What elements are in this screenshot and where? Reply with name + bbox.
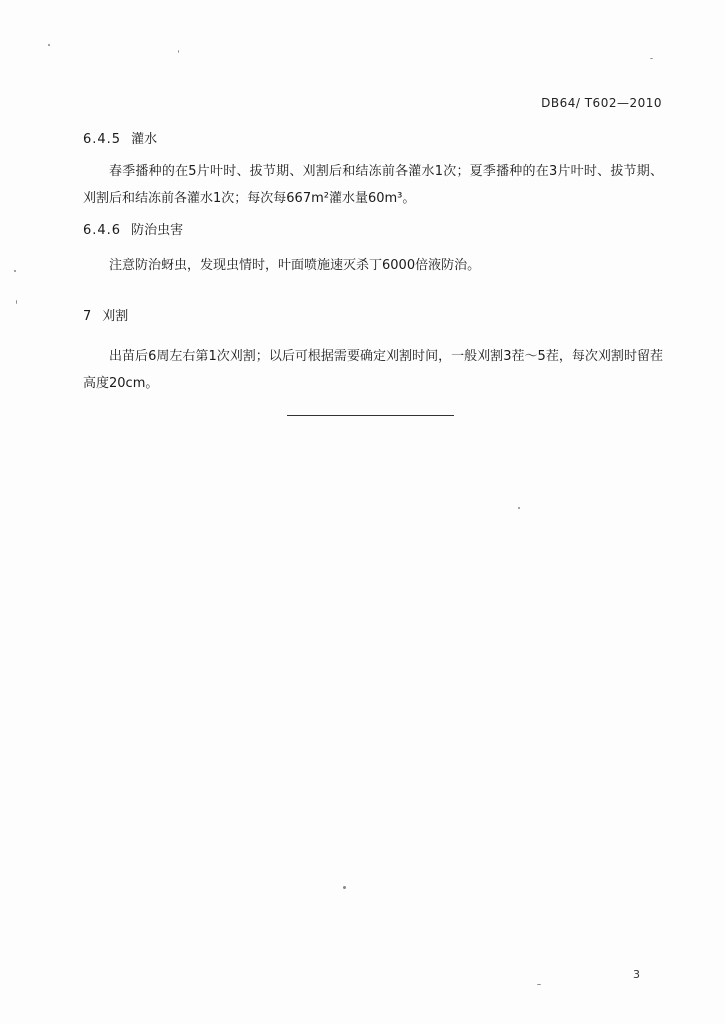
scan-speck: [48, 44, 50, 46]
section-body-pest-control: 注意防治蚜虫，发现虫情时，叶面喷施速灭杀丁6000倍液防治。: [109, 258, 481, 273]
section-title: 刈割: [102, 309, 129, 324]
section-heading-6-4-5: [83, 128, 157, 147]
section-title: 灌水: [131, 132, 158, 147]
section-number: 6.4.6: [83, 223, 122, 238]
scan-speck: [178, 50, 179, 53]
section-heading-7: [83, 305, 128, 324]
section-body-irrigation: 春季播种的在5片叶时、拔节期、刈割后和结冻前各灌水1次；夏季播种的在3片叶时、拔节期、刈割后和结冻前各灌水1次；每次每667m²灌水量60m³。: [83, 164, 663, 206]
section-number: 6.4.5: [83, 132, 122, 147]
scan-speck: [16, 300, 17, 304]
section-body-mowing: 出苗后6周左右第1次刈割；以后可根据需要确定刈割时间，一般刈割3茬～5茬，每次刈割时留茬高度20cm。: [83, 349, 663, 391]
section-number: 7: [83, 309, 93, 324]
standard-code: DB64/ T602—2010: [541, 96, 662, 110]
scan-speck: [343, 886, 346, 889]
page-number: 3: [633, 968, 640, 981]
section-heading-6-4-6: [83, 219, 183, 238]
section-title: 防治虫害: [131, 223, 184, 238]
scan-speck: [14, 270, 16, 272]
end-rule: [287, 415, 454, 416]
scan-speck: [518, 507, 520, 509]
scan-speck: [537, 984, 541, 985]
scan-speck: [650, 58, 653, 59]
